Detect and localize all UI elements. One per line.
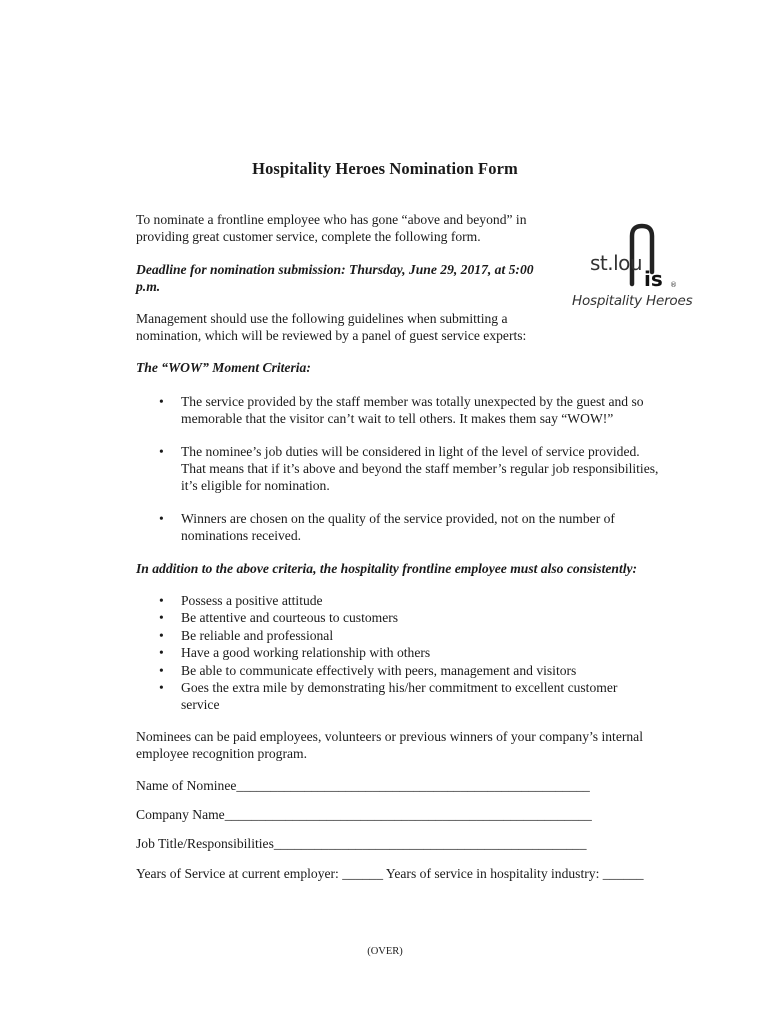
bullet-icon: • [159,511,164,526]
bullet-icon: • [159,593,164,608]
list-item [159,627,659,644]
criteria-item [159,510,659,544]
criteria-item [159,443,659,494]
page-title: Hospitality Heroes Nomination Form [252,159,518,178]
registered-mark: ® [670,281,677,289]
management-guidelines: Management should use the following guidelines when submitting a nomination, which will be reviewed by a panel of guest service experts: [136,311,527,343]
nominee-name-field[interactable]: Name of Nominee____________________________________________________ [136,778,590,793]
criteria-text: The nominee’s job duties will be considered in light of the level of service provided. That means that if it’s above and beyond the staff member’s regular job responsibilities, it’s eligible for nomination. [181,444,659,493]
nominees-eligibility-note: Nominees can be paid employees, volunteers or previous winners of your company’s internal employee recognition program. [136,729,643,761]
list-item [159,592,659,609]
company-name-field[interactable]: Company Name______________________________________________________ [136,807,592,822]
logo-text-is: is [644,267,663,291]
requirements-list [159,592,659,714]
list-item-text: Goes the extra mile by demonstrating his/her commitment to excellent customer service [181,680,618,713]
list-item [159,662,659,679]
list-item-text: Be reliable and professional [181,627,334,643]
years-of-service-field[interactable]: Years of Service at current employer: ______ Years of service in hospitality industry: ______ [136,866,644,881]
list-item [159,644,659,661]
wow-criteria-heading: The “WOW” Moment Criteria: [136,360,311,375]
bullet-icon: • [159,610,164,626]
list-item-text: Be able to communicate effectively with peers, management and visitors [181,662,577,678]
over-footer: (OVER) [367,946,403,957]
bullet-icon: • [159,394,164,409]
deadline-notice: Deadline for nomination submission: Thursday, June 29, 2017, at 5:00 p.m. [136,262,534,294]
bullet-icon: • [159,662,164,678]
criteria-text: The service provided by the staff member was totally unexpected by the guest and so memorable that the visitor can’t wait to tell others. It makes them say “WOW!” [181,394,644,426]
list-item-text: Have a good working relationship with others [181,645,431,661]
bullet-icon: • [159,680,164,696]
criteria-text: Winners are chosen on the quality of the service provided, not on the number of nominations received. [181,511,615,543]
list-item [159,609,659,626]
list-item-text: Be attentive and courteous to customers [181,610,399,626]
job-title-field[interactable]: Job Title/Responsibilities______________________________________________ [136,836,587,851]
list-item [159,679,659,714]
additional-criteria-heading: In addition to the above criteria, the hospitality frontline employee must also consistently: [136,561,638,576]
bullet-icon: • [159,444,164,459]
logo-tagline: Hospitality Heroes [572,293,693,309]
bullet-icon: • [159,645,164,661]
criteria-item [159,393,659,427]
intro-paragraph: To nominate a frontline employee who has gone “above and beyond” in providing great customer service, complete the following form. [136,212,527,244]
stlouis-hospitality-heroes-logo [562,222,692,317]
logo-text-stlou: st.lou [590,251,643,275]
bullet-icon: • [159,627,164,643]
list-item-text: Possess a positive attitude [181,593,323,608]
